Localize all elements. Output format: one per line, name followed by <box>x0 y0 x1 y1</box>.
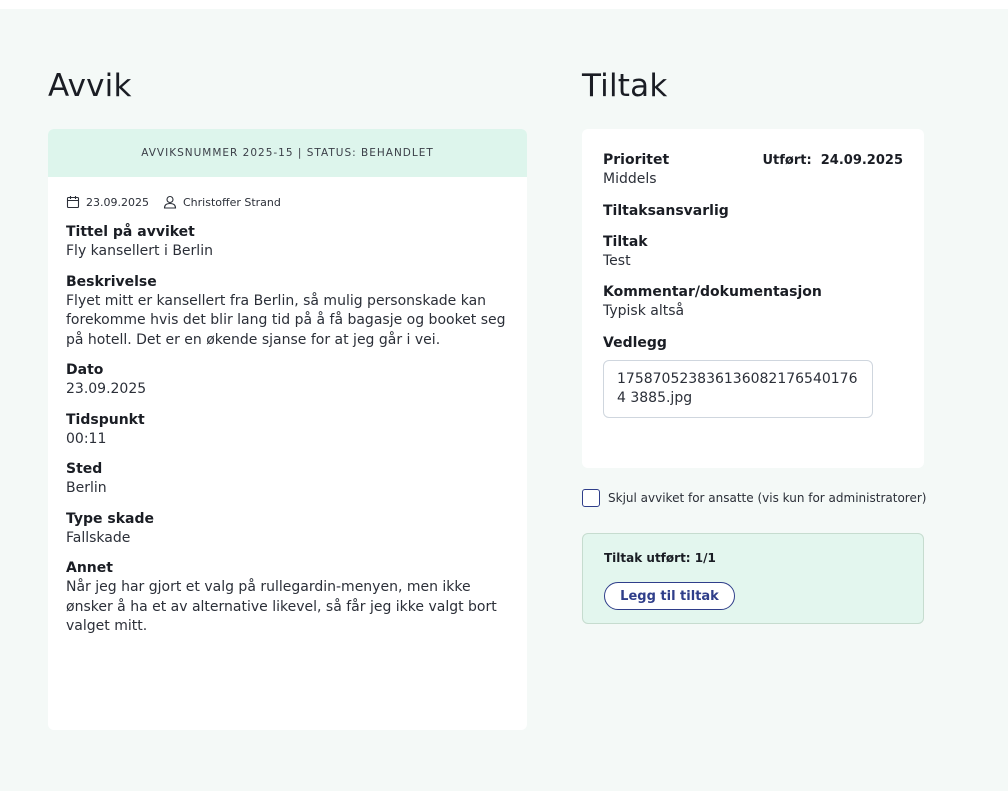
field-label: Dato <box>66 362 104 378</box>
user-icon <box>163 195 177 209</box>
field-label: Annet <box>66 560 113 576</box>
field-value: Flyet mitt er kansellert fra Berlin, så mulig personskade kan forekomme hvis det blir lang tid på å få bagasje og booket seg på hotell. Det er en økende sjanse for at jeg går i vei. <box>66 292 506 348</box>
comment-value: Typisk altså <box>603 303 685 319</box>
done-date-value: 24.09.2025 <box>820 153 903 168</box>
field-priority <box>603 151 903 190</box>
field-action <box>603 233 903 272</box>
field-value: 00:11 <box>66 430 107 447</box>
done-date <box>763 153 904 168</box>
tiltak-count: Tiltak utført: 1/1 <box>604 551 716 565</box>
hide-avvik-checkbox[interactable] <box>582 489 600 507</box>
field-label: Sted <box>66 461 103 477</box>
responsible-label: Tiltaksansvarlig <box>603 202 729 219</box>
field-value: 23.09.2025 <box>66 381 147 397</box>
priority-label: Prioritet <box>603 152 670 168</box>
field-title <box>66 223 509 262</box>
add-tiltak-button[interactable]: Legg til tiltak <box>604 582 735 610</box>
tiltak-summary <box>582 533 924 624</box>
field-other <box>66 559 509 637</box>
field-label: Beskrivelse <box>66 273 157 290</box>
hide-avvik-label: Skjul avviket for ansatte (vis kun for administratorer) <box>608 491 927 505</box>
tiltak-card <box>582 129 924 468</box>
action-value: Test <box>603 252 631 269</box>
field-date <box>66 361 509 400</box>
field-label: Type skade <box>66 510 155 527</box>
avvik-author: Christoffer Strand <box>182 195 281 209</box>
field-value: Berlin <box>66 480 107 496</box>
action-label: Tiltak <box>603 233 648 250</box>
field-responsible <box>603 202 903 221</box>
hide-avvik-row <box>582 489 926 507</box>
field-value: Når jeg har gjort et valg på rullegardin-menyen, men ikke ønsker å ha et av alternative likevel, så får jeg ikke valgt bort valget mitt. <box>66 579 497 634</box>
avvik-meta <box>66 195 509 209</box>
avvik-title: Avvik <box>48 68 132 104</box>
done-label: Utført: <box>762 153 812 168</box>
field-injury-type <box>66 510 509 549</box>
avvik-number-status: AVVIKSNUMMER 2025-15 | STATUS: BEHANDLET <box>48 129 527 177</box>
calendar-icon <box>66 195 80 209</box>
avvik-card <box>48 129 527 730</box>
field-place <box>66 460 509 499</box>
field-label: Tittel på avviket <box>66 224 195 240</box>
page-background <box>0 9 1008 791</box>
attachment-label: Vedlegg <box>603 334 667 351</box>
field-value: Fly kansellert i Berlin <box>66 243 213 259</box>
avvik-date: 23.09.2025 <box>86 195 149 209</box>
priority-value: Middels <box>603 171 657 187</box>
field-time <box>66 411 509 450</box>
tiltak-title: Tiltak <box>582 68 668 104</box>
attachment-link[interactable]: 1758705238361360821765401764 3885.jpg <box>603 360 873 418</box>
field-attachment <box>603 334 903 418</box>
field-value: Fallskade <box>66 529 131 546</box>
comment-label: Kommentar/dokumentasjon <box>603 284 822 300</box>
field-comment <box>603 283 903 322</box>
field-description <box>66 273 509 351</box>
field-label: Tidspunkt <box>66 411 145 428</box>
